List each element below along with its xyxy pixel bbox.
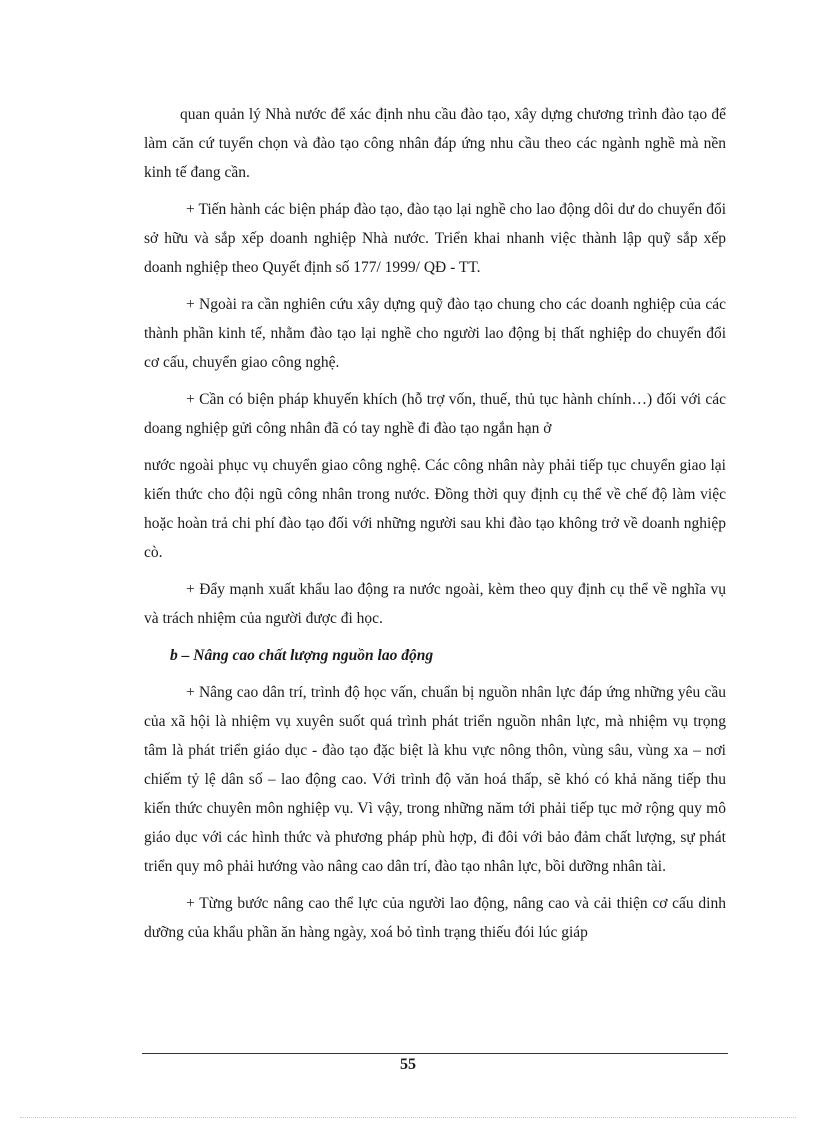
paragraph: nước ngoài phục vụ chuyển giao công nghệ. Các công nhân này phải tiếp tục chuyển giao lại kiến thức cho đội ngũ công nhân trong nước. Đồng thời quy định cụ thể về chế độ làm việc hoặc hoàn trả chi phí đào tạo đối với những người sau khi đào tạo không trở về doanh nghiệp cò. <box>144 457 726 561</box>
paragraph: + Nâng cao dân trí, trình độ học vấn, chuẩn bị nguồn nhân lực đáp ứng những yêu cầu của xã hội là nhiệm vụ xuyên suốt quá trình phát triển nguồn nhân lực, mà nhiệm vụ trọng tâm là phát triển giáo dục - đào tạo đặc biệt là khu vực nông thôn, vùng sâu, vùng xa – nơi chiếm tỷ lệ dân số – lao động cao. Với trình độ văn hoá thấp, sẽ khó có khả năng tiếp thu kiến thức chuyên môn nghiệp vụ. Vì vậy, trong những năm tới phải tiếp tục mở rộng quy mô giáo dục với các hình thức và phương pháp phù hợp, đi đôi với bảo đảm chất lượng, sự phát triển quy mô phải hướng vào nâng cao dân trí, đào tạo nhân lực, bồi dưỡng nhân tài. <box>144 684 726 875</box>
page-number: 55 <box>400 1056 416 1073</box>
footer-divider <box>142 1053 728 1054</box>
page-edge-divider <box>20 1117 796 1118</box>
paragraph: + Đẩy mạnh xuất khẩu lao động ra nước ngoài, kèm theo quy định cụ thể về nghĩa vụ và trách nhiệm của người được đi học. <box>144 581 726 627</box>
paragraph: quan quản lý Nhà nước để xác định nhu cầu đào tạo, xây dựng chương trình đào tạo để làm căn cứ tuyển chọn và đào tạo công nhân đáp ứng nhu cầu theo các ngành nghề mà nền kinh tế đang cần. <box>144 106 726 181</box>
section-heading: b – Nâng cao chất lượng nguồn lao động <box>170 647 434 664</box>
paragraph: + Cần có biện pháp khuyến khích (hỗ trợ vốn, thuế, thủ tục hành chính…) đối với các doang nghiệp gửi công nhân đã có tay nghề đi đào tạo ngắn hạn ở <box>144 391 726 437</box>
body-text <box>144 100 726 955</box>
paragraph: + Ngoài ra cần nghiên cứu xây dựng quỹ đào tạo chung cho các doanh nghiệp của các thành phần kinh tế, nhằm đào tạo lại nghề cho người lao động bị thất nghiệp do chuyển đổi cơ cấu, chuyển giao công nghệ. <box>144 296 726 371</box>
paragraph: + Từng bước nâng cao thể lực của người lao động, nâng cao và cải thiện cơ cấu dinh dưỡng của khẩu phần ăn hàng ngày, xoá bỏ tình trạng thiếu đói lúc giáp <box>144 895 726 941</box>
paragraph: + Tiến hành các biện pháp đào tạo, đào tạo lại nghề cho lao động dôi dư do chuyển đổi sở hữu và sắp xếp doanh nghiệp Nhà nước. Triển khai nhanh việc thành lập quỹ sắp xếp doanh nghiệp theo Quyết định số 177/ 1999/ QĐ - TT. <box>144 201 726 276</box>
